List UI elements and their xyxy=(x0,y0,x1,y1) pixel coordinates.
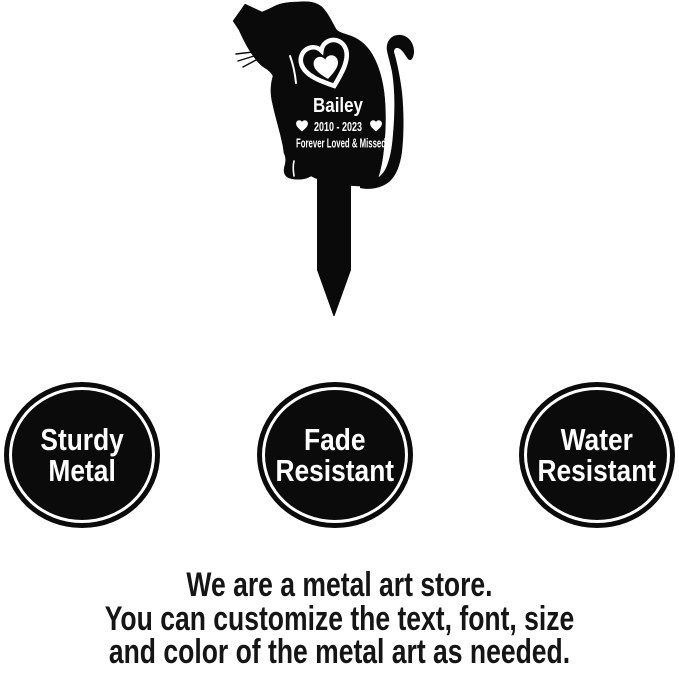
feature-badge-fade-resistant xyxy=(257,382,413,528)
ground-stake xyxy=(317,172,351,316)
badge-label-line1: Sturdy xyxy=(40,422,124,457)
cat-memorial-stake-graphic xyxy=(220,0,460,330)
badge-label-line2: Metal xyxy=(48,453,116,488)
badge-label-line1: Fade xyxy=(304,422,366,457)
footer-line-1: We are a metal art store. xyxy=(186,566,493,604)
badge-label-line2: Resistant xyxy=(275,453,395,488)
badge-label xyxy=(40,424,123,486)
footer-note xyxy=(0,566,679,671)
feature-badge-sturdy-metal xyxy=(4,382,160,528)
paw-detail-line xyxy=(293,161,294,176)
pet-name-text: Bailey xyxy=(313,95,364,117)
footer-line-3: and color of the metal art as needed. xyxy=(108,633,571,671)
badge-label-line2: Resistant xyxy=(537,453,657,488)
badge-label xyxy=(276,424,395,486)
tribute-text: Forever Loved & Missed xyxy=(296,136,386,151)
feature-badge-water-resistant xyxy=(519,382,675,528)
cat-silhouette xyxy=(233,2,386,186)
footer-line-2: You can customize the text, font, size xyxy=(104,599,575,638)
years-text: 2010 - 2023 xyxy=(314,119,362,134)
badge-label xyxy=(538,424,657,486)
badge-label-line1: Water xyxy=(560,422,634,457)
